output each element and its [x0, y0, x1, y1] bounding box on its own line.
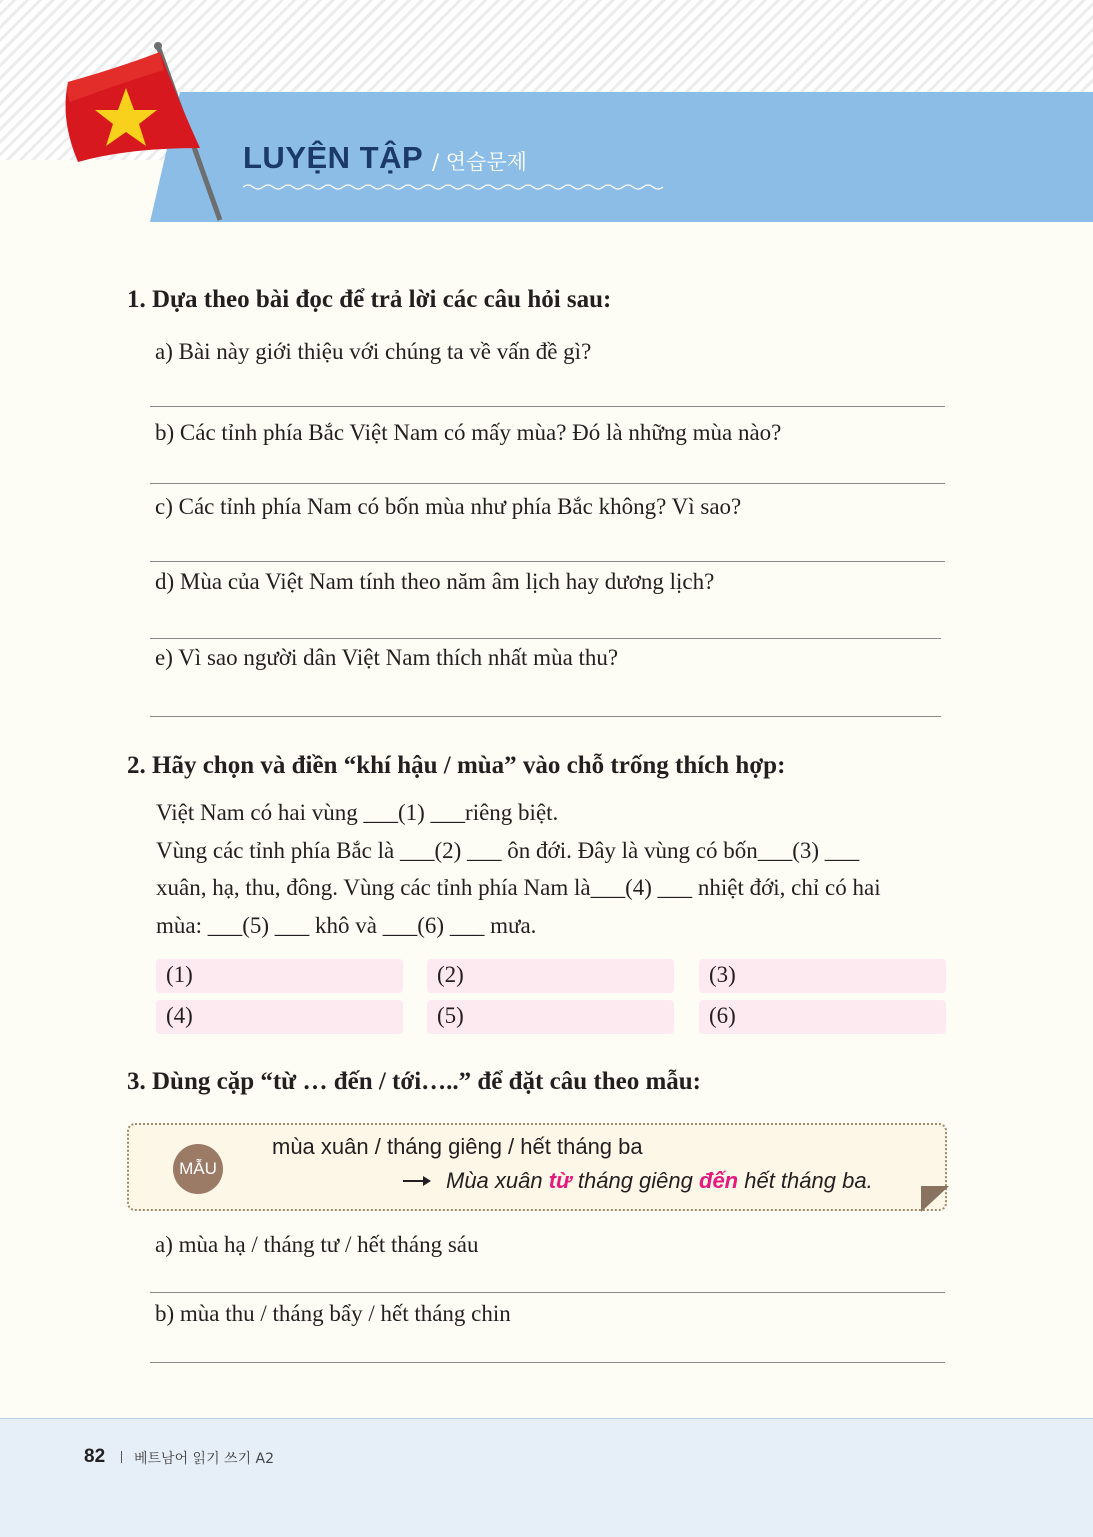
passage-line: mùa: ___(5) ___ khô và ___(6) ___ mưa.: [156, 912, 537, 938]
passage-line: Việt Nam có hai vùng ___(1) ___riêng biệt.: [156, 800, 559, 825]
answer-box-2[interactable]: (2): [427, 959, 674, 993]
page-fold-icon: [921, 1186, 949, 1212]
example-badge: MẪU: [173, 1144, 223, 1194]
example-answer-text: tháng giêng: [571, 1168, 699, 1193]
answer-line-1d[interactable]: [150, 638, 941, 639]
question-3-title: 3. Dùng cặp “từ … đến / tới…..” để đặt câu theo mẫu:: [127, 1068, 702, 1095]
answer-box-5[interactable]: (5): [427, 1000, 674, 1034]
answer-line-3a[interactable]: [150, 1292, 945, 1293]
example-prompt: mùa xuân / tháng giêng / hết tháng ba: [272, 1134, 643, 1159]
footer-divider: [121, 1451, 122, 1463]
example-highlight-den: đến: [699, 1168, 739, 1193]
example-highlight-tu: từ: [548, 1168, 572, 1193]
question-2-title: 2. Hãy chọn và điền “khí hậu / mùa” vào chỗ trống thích hợp:: [127, 752, 786, 779]
vietnam-flag-icon: [48, 40, 228, 225]
example-answer-text: hết tháng ba.: [738, 1168, 873, 1193]
answer-line-1c[interactable]: [150, 561, 945, 562]
answer-line-1b[interactable]: [150, 483, 945, 484]
page-number: 82: [84, 1446, 106, 1467]
page-title: LUYỆN TẬP: [243, 140, 424, 175]
page-subtitle: / 연습문제: [432, 150, 527, 174]
question-3b: b) mùa thu / tháng bẩy / hết tháng chin: [155, 1301, 511, 1326]
passage-line: xuân, hạ, thu, đông. Vùng các tỉnh phía Nam là___(4) ___ nhiệt đới, chỉ có hai: [156, 875, 881, 900]
question-3a: a) mùa hạ / tháng tư / hết tháng sáu: [155, 1232, 479, 1257]
example-answer: [446, 1168, 873, 1194]
question-1e: e) Vì sao người dân Việt Nam thích nhất mùa thu?: [155, 645, 619, 670]
answer-box-6[interactable]: (6): [699, 1000, 946, 1034]
title-wave-divider: [243, 182, 668, 192]
question-1a: a) Bài này giới thiệu với chúng ta về vấn đề gì?: [155, 339, 592, 364]
example-answer-text: Mùa xuân: [446, 1168, 549, 1193]
answer-box-1[interactable]: (1): [156, 959, 403, 993]
fill-in-passage: [156, 794, 956, 944]
book-title: 베트남어 읽기 쓰기 A2: [134, 1451, 275, 1467]
page-footer: [0, 1418, 1093, 1537]
answer-box-4[interactable]: (4): [156, 1000, 403, 1034]
question-1d: d) Mùa của Việt Nam tính theo năm âm lịch hay dương lịch?: [155, 569, 715, 594]
answer-line-3b[interactable]: [150, 1362, 945, 1363]
question-1-title: 1. Dựa theo bài đọc để trả lời các câu hỏi sau:: [127, 286, 612, 313]
question-1b: b) Các tỉnh phía Bắc Việt Nam có mấy mùa? Đó là những mùa nào?: [155, 420, 782, 445]
answer-box-3[interactable]: (3): [699, 959, 946, 993]
passage-line: Vùng các tỉnh phía Bắc là ___(2) ___ ôn đới. Đây là vùng có bốn___(3) ___: [156, 837, 860, 863]
question-1c: c) Các tỉnh phía Nam có bốn mùa như phía Bắc không? Vì sao?: [155, 494, 742, 519]
answer-line-1a[interactable]: [150, 406, 945, 407]
arrow-right-icon: [403, 1174, 431, 1188]
answer-line-1e[interactable]: [150, 716, 941, 717]
